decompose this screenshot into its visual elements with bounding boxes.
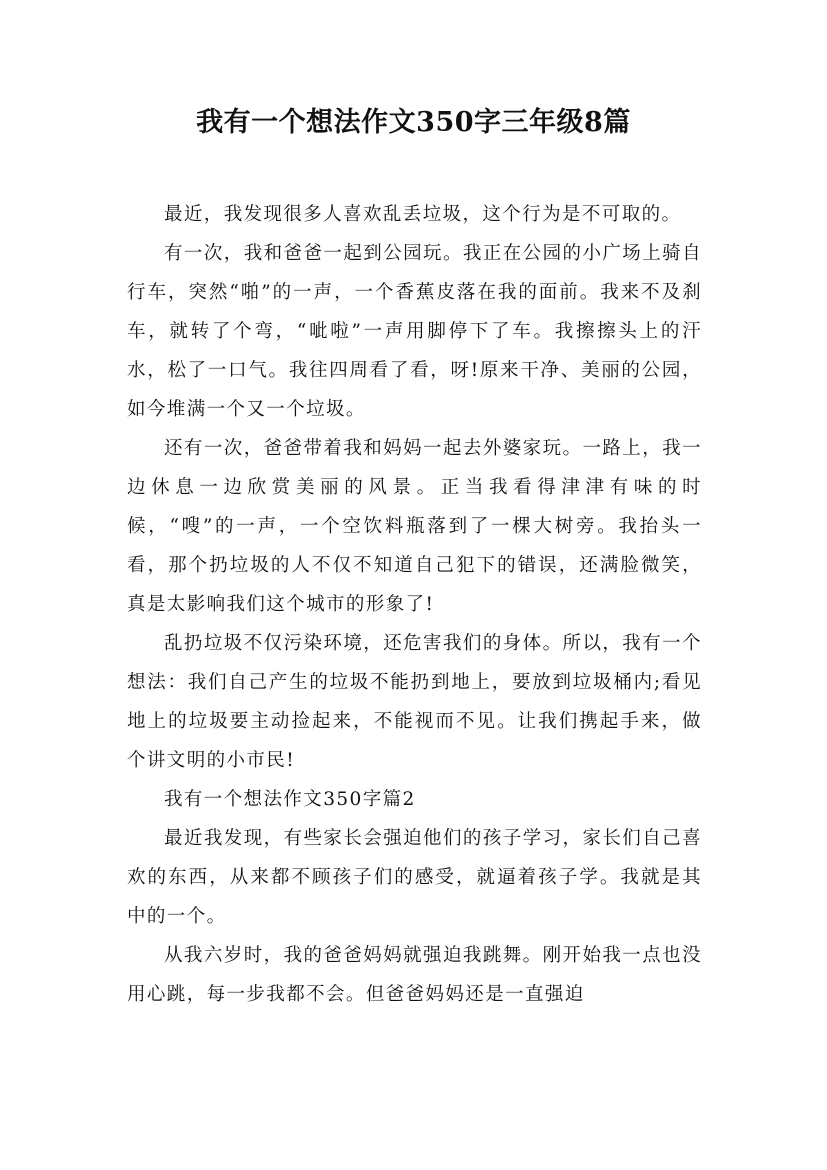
paragraph: 最近我发现，有些家长会强迫他们的孩子学习，家长们自己喜欢的东西，从来都不顾孩子们的感受，就逼着孩子学。我就是其中的一个。 bbox=[127, 828, 702, 927]
paragraph: 还有一次，爸爸带着我和妈妈一起去外婆家玩。一路上，我一边休息一边欣赏美丽的风景。正当我看得津津有味的时候，“嗖”的一声，一个空饮料瓶落到了一棵大树旁。我抬头一看，那个扔垃圾的人不仅不知道自己犯下的错误，还满脸微笑，真是太影响我们这个城市的形象了! bbox=[127, 438, 702, 615]
section-heading: 我有一个想法作文350字篇2 bbox=[164, 789, 416, 810]
paragraph: 乱扔垃圾不仅污染环境，还危害我们的身体。所以，我有一个想法：我们自己产生的垃圾不能扔到地上，要放到垃圾桶内;看见地上的垃圾要主动捡起来，不能视而不见。让我们携起手来，做个讲文明的小市民! bbox=[127, 633, 702, 771]
document-title: 我有一个想法作文350字三年级8篇 bbox=[196, 107, 631, 138]
paragraph: 从我六岁时，我的爸爸妈妈就强迫我跳舞。刚开始我一点也没用心跳，每一步我都不会。但爸爸妈妈还是一直强迫 bbox=[127, 945, 702, 1005]
document-body bbox=[127, 195, 702, 1014]
paragraph: 有一次，我和爸爸一起到公园玩。我正在公园的小广场上骑自行车，突然“啪”的一声，一个香蕉皮落在我的面前。我来不及刹车，就转了个弯，“呲啦”一声用脚停下了车。我擦擦头上的汗水，松了一口气。我往四周看了看，呀!原来干净、美丽的公园，如今堆满一个又一个垃圾。 bbox=[127, 243, 702, 420]
paragraph: 最近，我发现很多人喜欢乱丢垃圾，这个行为是不可取的。 bbox=[164, 204, 682, 225]
